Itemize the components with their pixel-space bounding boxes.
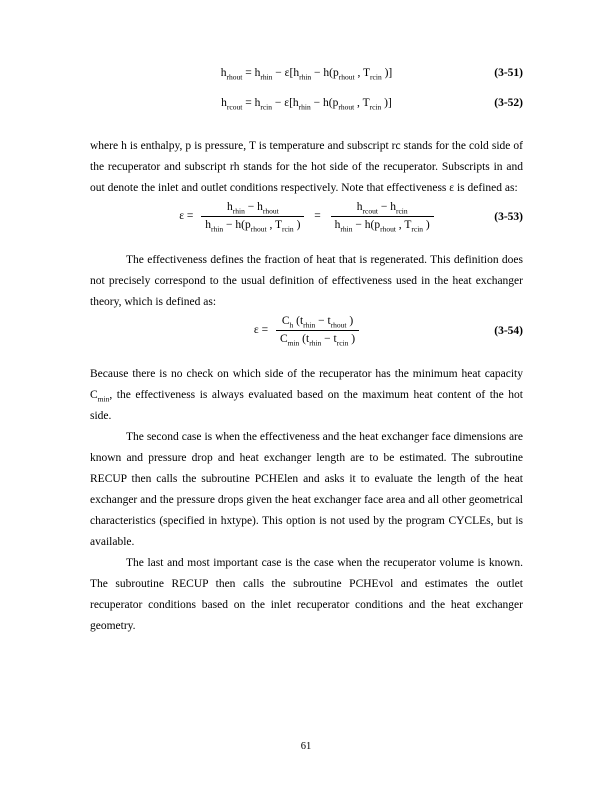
- equals-sign: =: [314, 210, 321, 223]
- fraction-3-53-left: [201, 199, 304, 234]
- equation-3-54-tag: (3-54): [494, 324, 523, 337]
- epsilon-lhs-1: ε =: [179, 210, 194, 223]
- equation-3-51-body: $h_{rhout} = h_{rhin} - \varepsilon[h_{rhin} - h(p_{rhout}$ , $T_{rcin}$ )]: [220, 67, 393, 82]
- epsilon-lhs-2: ε =: [253, 324, 269, 337]
- fraction-3-54-denominator: $C_{min}$ ($t_{rhin} - t_{rcin}$ ): [279, 333, 356, 348]
- fraction-3-53-right: [331, 199, 434, 234]
- paragraph-min-capacity: Because there is no check on which side of the recuperator has the minimum heat capacity $C_{min}$, the effectiveness is always evaluated based on the maximum heat content of the hot side.: [90, 368, 523, 422]
- paragraph-definitions: where h is enthalpy, p is pressure, T is temperature and subscript rc stands for the cold side of the recuperator and subscript rh stands for the hot side of the recuperator. Subscripts in and out denote the inlet and outlet conditions respectively. Note that effectiveness ε is defined as:: [90, 140, 523, 194]
- equation-3-53: [90, 199, 523, 234]
- equation-3-54: [90, 313, 523, 348]
- fraction-3-54: [276, 313, 359, 348]
- paragraph-second-case: The second case is when the effectiveness and the heat exchanger face dimensions are known and pressure drop and heat exchanger length are to be estimated. The subroutine RECUP then calls the subroutine PCHElen and asks it to evaluate the length of the heat exchanger and the pressure drops given the heat exchanger face area and all other geometrical characteristics (specified in hxtype). This option is not used by the program CYCLEs, but is available.: [90, 431, 523, 548]
- fraction-3-54-numerator: $C_h$ ($t_{rhin} - t_{rhout}$ ): [276, 313, 359, 331]
- equation-3-53-tag: (3-53): [494, 210, 523, 223]
- equation-3-51: [90, 62, 523, 84]
- equation-3-52: [90, 92, 523, 114]
- fraction-3-53-left-numerator: $h_{rhin} - h_{rhout}$: [201, 199, 304, 217]
- page-number: 61: [300, 741, 312, 752]
- equation-3-51-tag: (3-51): [494, 67, 523, 79]
- paragraph-last-case: The last and most important case is the case when the recuperator volume is known. The subroutine RECUP then calls the subroutine PCHEvol and estimates the outlet recuperator conditions based on the inlet recuperator conditions and the heat exchanger geometry.: [90, 557, 523, 632]
- equation-3-52-tag: (3-52): [494, 97, 523, 109]
- equation-3-52-body: $h_{rcout} = h_{rcin} - \varepsilon[h_{rhin} - h(p_{rhout}$ , $T_{rcin}$ )]: [221, 97, 392, 112]
- fraction-3-53-right-numerator: $h_{rcout} - h_{rcin}$: [331, 199, 434, 217]
- fraction-3-53-left-denominator: $h_{rhin} - h(p_{rhout}$ , $T_{rcin}$ ): [205, 219, 301, 234]
- paragraph-effectiveness: The effectiveness defines the fraction of heat that is regenerated. This definition does not precisely correspond to the usual definition of effectiveness used in the heat exchanger theory, which is defined as:: [90, 254, 523, 308]
- fraction-3-53-right-denominator: $h_{rhin} - h(p_{rhout}$ , $T_{rcin}$ ): [334, 219, 430, 234]
